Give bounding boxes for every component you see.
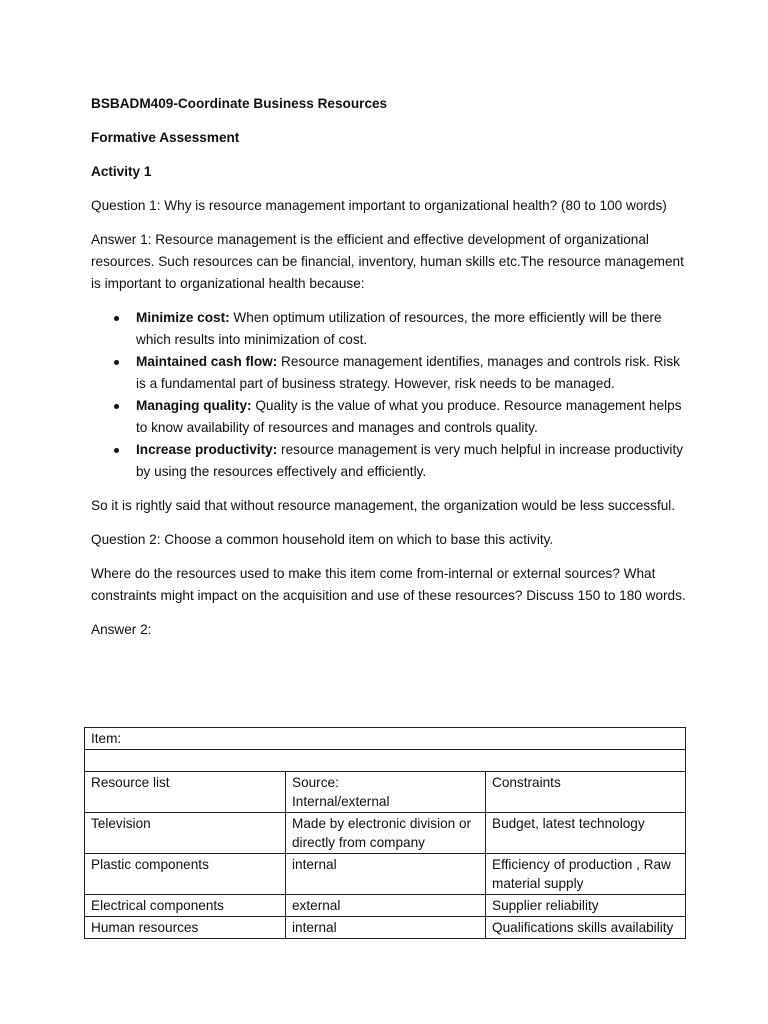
bullet-icon xyxy=(114,404,119,409)
table-cell: Human resources xyxy=(85,917,286,939)
answer-2-label: Answer 2: xyxy=(91,622,152,637)
table-row xyxy=(85,917,686,939)
table-row xyxy=(85,813,686,854)
table-cell: Made by electronic division or directly from company xyxy=(286,813,486,854)
benefits-list xyxy=(91,307,691,483)
header-resource-list: Resource list xyxy=(85,772,286,813)
table-cell: Plastic components xyxy=(85,854,286,895)
bullet-text: Quality is the value of what you produce. Resource management helps to know availability of resources and manages and controls quality. xyxy=(136,398,682,435)
bullet-text: resource management is very much helpful in increase productivity by using the resources effectively and efficiently. xyxy=(136,442,684,479)
table-row xyxy=(85,895,686,917)
table-cell: Qualifications skills availability xyxy=(486,917,686,939)
answer-1-label: Answer 1: xyxy=(91,232,152,247)
table-cell: Supplier reliability xyxy=(486,895,686,917)
bullet-icon xyxy=(114,360,119,365)
answer-1 xyxy=(91,229,691,295)
bullet-icon xyxy=(114,316,119,321)
table-cell: Efficiency of production , Raw material supply xyxy=(486,854,686,895)
bullet-text: Resource management identifies, manages and controls risk. Risk is a fundamental part of business strategy. However, risk needs to be managed. xyxy=(136,354,680,391)
activity-heading: Activity 1 xyxy=(91,164,152,179)
question-1-label: Question 1: xyxy=(91,198,161,213)
empty-cell xyxy=(85,750,686,772)
list-item xyxy=(91,351,691,395)
list-item xyxy=(91,395,691,439)
bullet-text: When optimum utilization of resources, the more efficiently will be there which results into minimization of cost. xyxy=(136,310,662,347)
table-row xyxy=(85,854,686,895)
bullet-term: Increase productivity: xyxy=(136,442,278,457)
assessment-title: Formative Assessment xyxy=(91,130,240,145)
table-cell: internal xyxy=(286,854,486,895)
table-header-row xyxy=(85,772,686,813)
table-cell: Budget, latest technology xyxy=(486,813,686,854)
table-cell: external xyxy=(286,895,486,917)
item-cell: Item: xyxy=(85,728,686,750)
question-2: Question 2: Choose a common household item on which to base this activity. xyxy=(91,532,554,547)
table-cell: Electrical components xyxy=(85,895,286,917)
header-constraints: Constraints xyxy=(486,772,686,813)
document-body xyxy=(91,93,691,641)
resource-table xyxy=(84,727,686,939)
table-cell: internal xyxy=(286,917,486,939)
bullet-term: Minimize cost: xyxy=(136,310,230,325)
list-item xyxy=(91,439,691,483)
bullet-term: Managing quality: xyxy=(136,398,252,413)
answer-1-text: Resource management is the efficient and effective development of organizational resources. Such resources can be financial, inventory, human skills etc.The resource management is important to organizational health because: xyxy=(91,232,684,291)
course-title: BSBADM409-Coordinate Business Resources xyxy=(91,96,388,111)
bullet-icon xyxy=(114,448,119,453)
header-source: Source: Internal/external xyxy=(286,772,486,813)
question-1-text: Why is resource management important to organizational health? (80 to 100 words) xyxy=(160,198,667,213)
question-1 xyxy=(91,195,691,217)
list-item xyxy=(91,307,691,351)
question-2-detail: Where do the resources used to make this item come from-internal or external sources? What constraints might impact on the acquisition and use of these resources? Discuss 150 to 180 words. xyxy=(91,566,686,603)
table-row xyxy=(85,750,686,772)
table-row xyxy=(85,728,686,750)
conclusion-text: So it is rightly said that without resource management, the organization would be less successful. xyxy=(91,498,676,513)
table-cell: Television xyxy=(85,813,286,854)
bullet-term: Maintained cash flow: xyxy=(136,354,278,369)
